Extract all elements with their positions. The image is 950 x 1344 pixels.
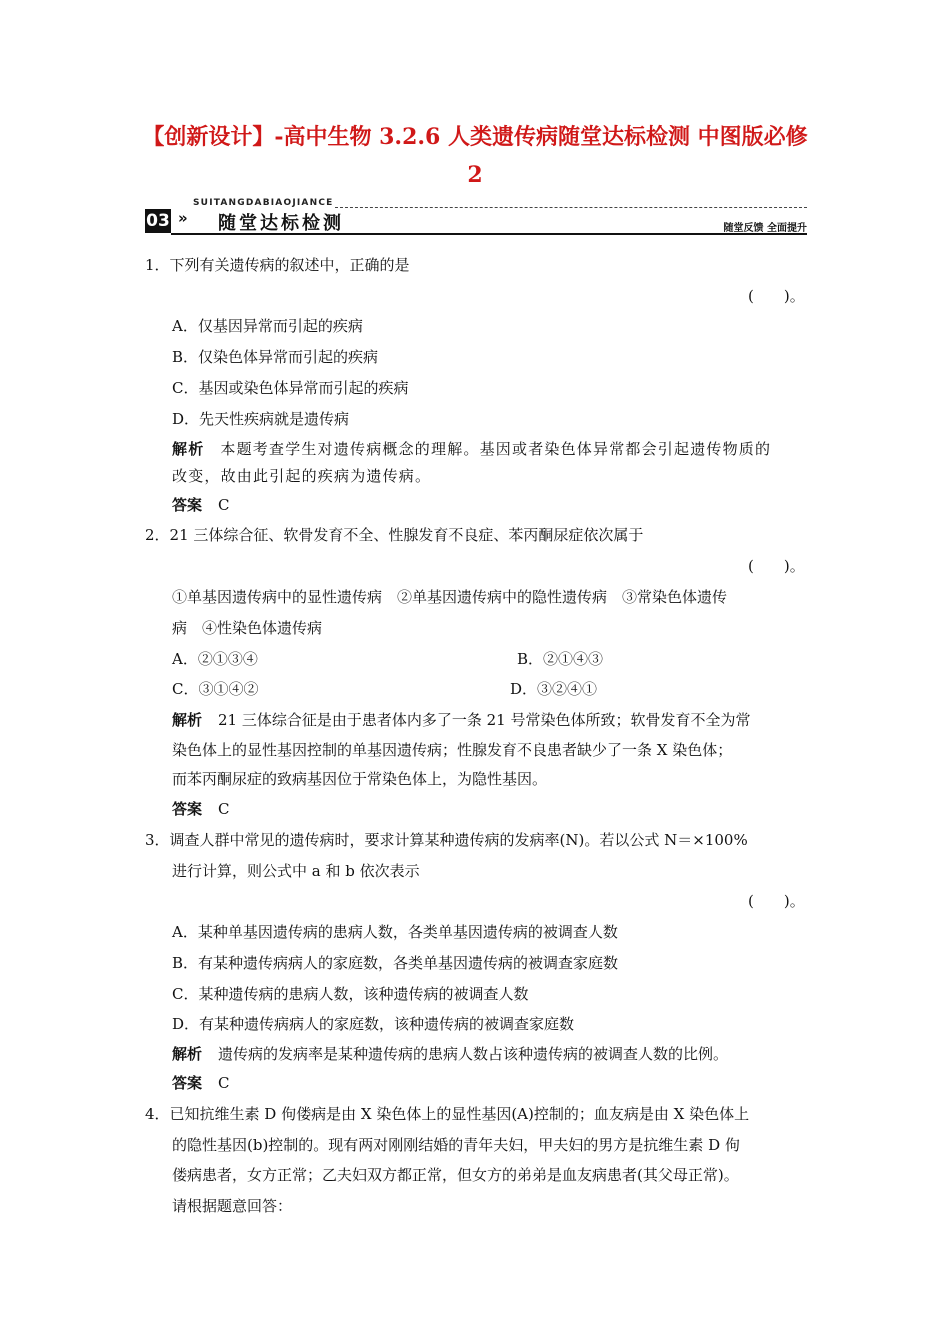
answer-label: 答案 [172,1074,203,1092]
q2-stem: 2．21 三体综合征、软骨发育不全、性腺发育不良症、苯丙酮尿症依次属于 [145,526,644,544]
q3-stem-line-1: 3．调查人群中常见的遗传病时，要求计算某种遗传病的发病率(N)。若以公式 N＝×100% [145,831,748,849]
q2-answer-value: C [218,800,230,818]
title-line-1: 【创新设计】-高中生物 3.2.6 人类遗传病随堂达标检测 中图版必修 [142,124,808,150]
q2-option-b: B．②①④③ [517,650,604,668]
q3-answer [172,1073,230,1093]
q4-stem-line-4: 请根据题意回答： [172,1197,293,1215]
answer-label: 答案 [172,496,203,514]
q2-answer-paren: ( )。 [748,557,805,575]
analysis-label: 解析 [172,1045,203,1063]
title-line-2: 2 [467,162,483,188]
section-banner [145,195,807,239]
analysis-label: 解析 [172,440,205,458]
q1-answer-value: C [218,496,230,514]
q3-answer-paren: ( )。 [748,892,805,910]
q2-items-line-2: 病 ④性染色体遗传病 [172,619,323,637]
q1-option-a: A．仅基因异常而引起的疾病 [172,317,363,335]
q1-option-c: C．基因或染色体异常而引起的疾病 [172,379,409,397]
q3-answer-value: C [218,1074,230,1092]
banner-rule [171,233,807,235]
q2-option-c: C．③①④② [172,680,259,698]
q2-analysis-line-3: 而苯丙酮尿症的致病基因位于常染色体上，为隐性基因。 [172,770,548,788]
q2-option-a: A．②①③④ [172,650,258,668]
banner-subtitle: 随堂反馈 全面提升 [723,223,807,234]
q3-analysis-line-1 [172,1044,728,1064]
q3-analysis-text-1: 遗传病的发病率是某种遗传病的患病人数占该种遗传病的被调查人数的比例。 [218,1045,729,1063]
q1-answer-paren: ( )。 [748,287,805,305]
q2-items-line-1: ①单基因遗传病中的显性遗传病 ②单基因遗传病中的隐性遗传病 ③常染色体遗传 [172,588,728,606]
q4-stem-line-1: 4．已知抗维生素 D 佝偻病是由 X 染色体上的显性基因(A)控制的；血友病是由 X 染色体上 [145,1105,750,1123]
q2-analysis-line-2: 染色体上的显性基因控制的单基因遗传病；性腺发育不良患者缺少了一条 X 染色体； [172,741,733,759]
q1-analysis-line-1 [172,439,771,459]
banner-pinyin: SUITANGDABIAOJIANCE [193,198,334,208]
q2-answer [172,799,230,819]
banner-label: 随堂达标检测 [218,213,344,234]
q1-option-d: D．先天性疾病就是遗传病 [172,410,350,428]
q1-answer [172,495,230,515]
q2-analysis-line-1 [172,710,751,730]
q2-analysis-text-1: 21 三体综合征是由于患者体内多了一条 21 号常染色体所致；软骨发育不全为常 [218,711,751,729]
banner-dashed-rule [335,207,807,208]
q3-option-a: A．某种单基因遗传病的患病人数，各类单基因遗传病的被调查人数 [172,923,618,941]
q3-option-b: B．有某种遗传病病人的家庭数，各类单基因遗传病的被调查家庭数 [172,954,619,972]
q3-option-c: C．某种遗传病的患病人数，该种遗传病的被调查人数 [172,985,529,1003]
q1-option-b: B．仅染色体异常而引起的疾病 [172,348,379,366]
q4-stem-line-3: 偻病患者，女方正常；乙夫妇双方都正常，但女方的弟弟是血友病患者(其父母正常)。 [172,1166,739,1184]
banner-number: 03 [146,211,170,231]
q4-stem-line-2: 的隐性基因(b)控制的。现有两对刚刚结婚的青年夫妇，甲夫妇的男方是抗维生素 D 佝 [172,1136,740,1154]
q1-analysis-line-2: 改变，故由此引起的疾病为遗传病。 [172,467,432,485]
q3-stem-line-2: 进行计算，则公式中 a 和 b 依次表示 [172,862,420,880]
analysis-label: 解析 [172,711,203,729]
q1-stem: 1．下列有关遗传病的叙述中，正确的是 [145,256,410,274]
document-title [120,118,830,194]
q3-option-d: D．有某种遗传病病人的家庭数，该种遗传病的被调查家庭数 [172,1015,575,1033]
answer-label: 答案 [172,800,203,818]
double-arrow-icon: » [178,209,188,227]
q1-analysis-text-1: 本题考查学生对遗传病概念的理解。基因或者染色体异常都会引起遗传物质的 [220,440,772,458]
q2-option-d: D．③②④① [510,680,598,698]
